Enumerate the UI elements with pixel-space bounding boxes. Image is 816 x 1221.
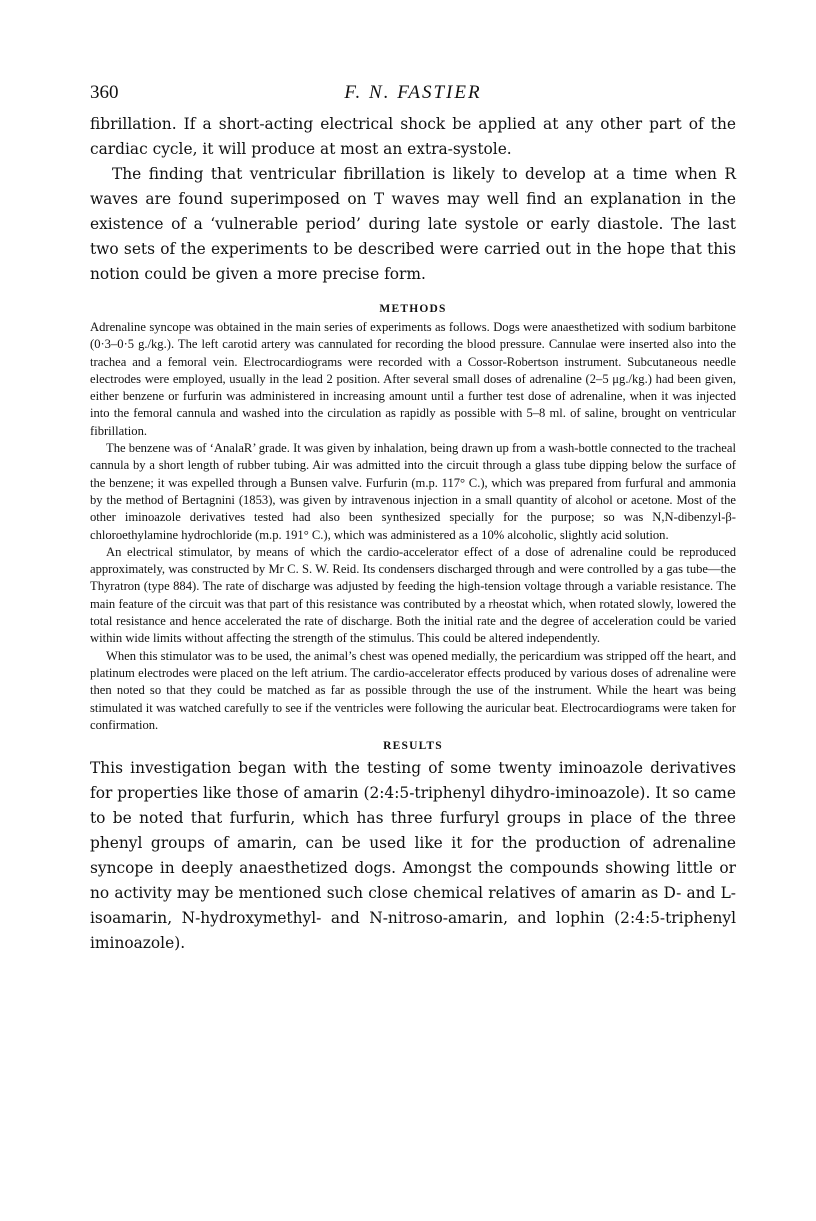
page-number: 360 xyxy=(90,82,119,103)
methods-paragraph-adrenaline-syncope: Adrenaline syncope was obtained in the main series of experiments as follows. Dogs were anaesthetized with sodium barbitone (0·3–0·5 g./kg.). The left carotid artery was cannulated for recording the blood pressure. Cannulae were inserted also into the trachea and a femoral vein. Electrocardiograms were recorded with a Cossor-Robertson instrument. Subcutaneous needle electrodes were employed, usually in the lead 2 position. After several small doses of adrenaline (2–5 μg./kg.) had been given, either benzene or furfurin was administered in increasing amount until a further test dose of adrenaline, when it was injected into the femoral cannula and washed into the circulation as rapidly as possible with 5–8 ml. of saline, brought on ventricular fibrillation. xyxy=(90,320,736,438)
intro-paragraph-continued: fibrillation. If a short-acting electrical shock be applied at any other part of the cardiac cycle, it will produce at most an extra-systole. xyxy=(90,115,736,158)
results-paragraph: This investigation began with the testing of some twenty iminoazole derivatives for properties like those of amarin (2:4:5-triphenyl dihydro-iminoazole). It so came to be noted that furfurin, which has three furfuryl groups in place of the three phenyl groups of amarin, can be used like it for the production of adrenaline syncope in deeply anaesthetized dogs. Amongst the compounds showing little or no activity may be mentioned such close chemical relatives of amarin as D- and L-isoamarin, N-hydroxymethyl- and N-nitroso-amarin, and lophin (2:4:5-triphenyl iminoazole). xyxy=(90,759,736,953)
methods-paragraph-stimulator: An electrical stimulator, by means of which the cardio-accelerator effect of a dose of adrenaline could be reproduced approximately, was constructed by Mr C. S. W. Reid. Its condensers discharged through and were controlled by a gas tube—the Thyratron (type 884). The rate of discharge was adjusted by feeding the high-tension voltage through a variable resistance. The main feature of the circuit was that part of this resistance was contributed by a rheostat which, when rotated slowly, lowered the total resistance and hence accelerated the rate of discharge. Both the initial rate and the degree of acceleration could be varied within wide limits without affecting the strength of the stimulus. This could be altered independently. xyxy=(90,544,736,646)
results-heading: RESULTS xyxy=(383,740,443,753)
intro-paragraph-vulnerable-period: The finding that ventricular fibrillation is likely to develop at a time when R waves are found superimposed on T waves may well find an explanation in the existence of a ‘vulnerable period’ during late systole or early diastole. The last two sets of the experiments to be described were carried out in the hope that this notion could be given a more precise form. xyxy=(90,165,736,283)
methods-paragraph-benzene: The benzene was of ‘AnalaR’ grade. It was given by inhalation, being drawn up from a wash-bottle connected to the tracheal cannula by a short length of rubber tubing. Air was admitted into the circuit through a glass tube dipping below the surface of the benzene; it was expelled through a Bunsen valve. Furfurin (m.p. 117° C.), which was prepared from furfural and ammonia by the method of Bertagnini (1853), was given by intravenous injection in a small quantity of alcohol or acetone. Most of the other iminoazole derivatives tested had also been synthesized specially for the purpose; so was N,N-dibenzyl-β-chloroethylamine hydrochloride (m.p. 191° C.), which was administered as a 10% alcoholic, slightly acid solution. xyxy=(90,441,736,542)
running-head xyxy=(90,80,736,112)
running-title: F. N. FASTIER xyxy=(344,82,482,103)
methods-paragraph-procedure: When this stimulator was to be used, the animal’s chest was opened medially, the pericardium was stripped off the heart, and platinum electrodes were placed on the left atrium. The cardio-accelerator effects produced by various doses of adrenaline were then noted so that they could be matched as far as possible through the use of the instrument. While the heart was being stimulated it was watched carefully to see if the ventricles were following the auricular beat. Electrocardiograms were taken for confirmation. xyxy=(90,648,736,732)
page-content xyxy=(90,80,736,956)
methods-heading: METHODS xyxy=(379,303,447,315)
